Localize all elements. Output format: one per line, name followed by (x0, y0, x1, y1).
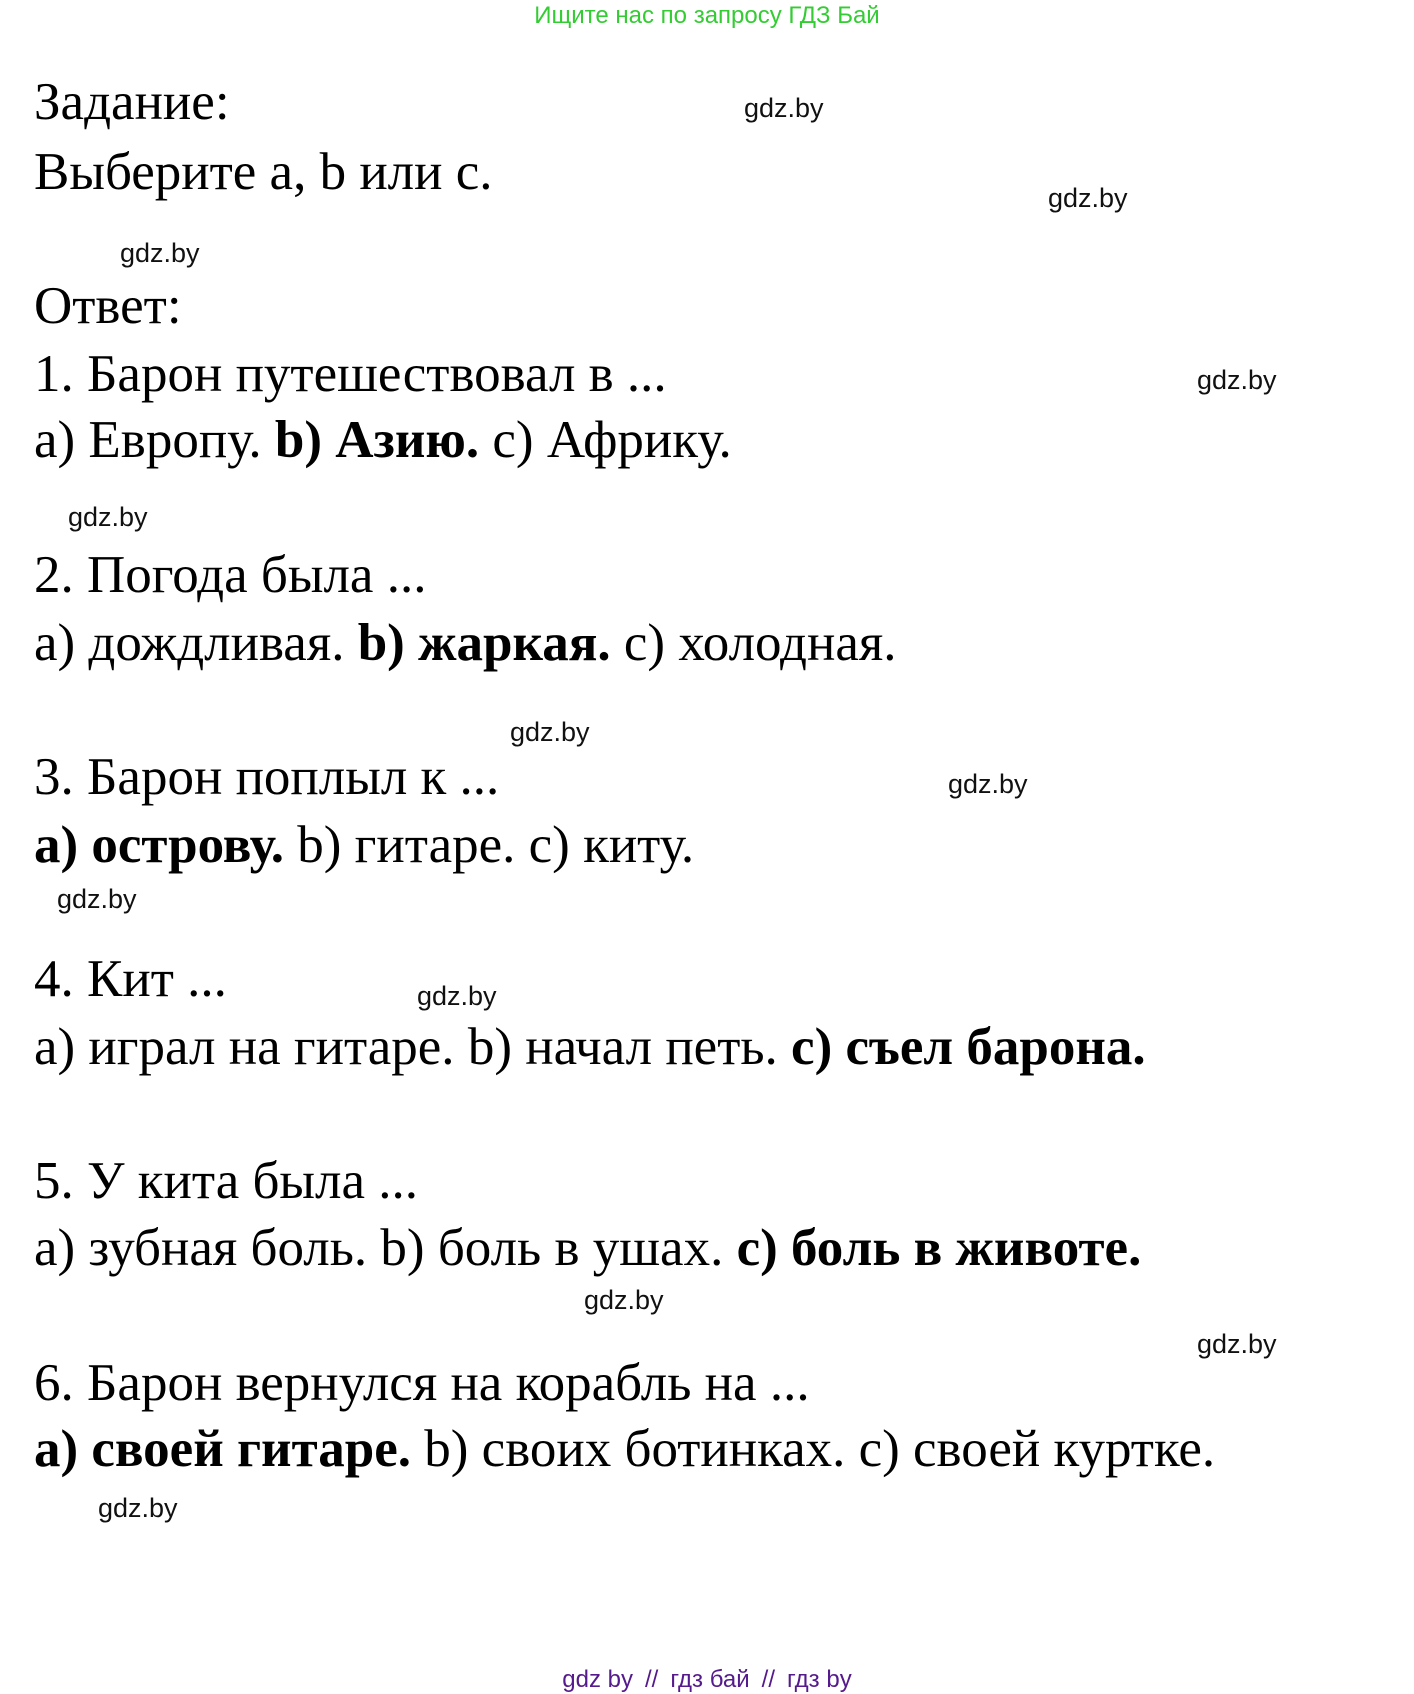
option-4a: a) играл на гитаре. (34, 1018, 468, 1076)
option-4b: b) начал петь. (467, 1018, 792, 1076)
watermark: gdz.by (417, 981, 497, 1011)
options-1 (34, 410, 732, 470)
option-1a: a) Европу. (34, 411, 275, 469)
options-2 (34, 613, 897, 673)
option-5a: a) зубная боль. (34, 1219, 381, 1277)
option-2a: a) дождливая. (34, 614, 358, 672)
option-2c: c) холодная. (623, 614, 897, 672)
options-5 (34, 1218, 1141, 1278)
option-1c: c) Африку. (492, 411, 732, 469)
option-1b-correct: b) Азию. (274, 411, 493, 469)
watermark: gdz.by (120, 238, 200, 268)
footer-link-gdz-bai[interactable]: гдз бай (670, 1666, 750, 1693)
option-4c-correct: c) съел барона. (791, 1018, 1146, 1076)
watermark: gdz.by (68, 502, 148, 532)
question-4: 4. Кит ... (34, 950, 227, 1008)
watermark: gdz.by (1197, 365, 1277, 395)
watermark: gdz.by (584, 1285, 664, 1315)
option-5b: b) боль в ушах. (380, 1219, 737, 1277)
options-3 (34, 815, 694, 875)
option-3c: c) киту. (528, 816, 695, 874)
question-5: 5. У кита была ... (34, 1152, 419, 1210)
option-6c: c) своей куртке. (858, 1420, 1216, 1478)
task-label: Задание: (34, 73, 230, 131)
watermark: gdz.by (98, 1493, 178, 1523)
watermark: gdz.by (1197, 1329, 1277, 1359)
option-2b-correct: b) жаркая. (357, 614, 624, 672)
option-3a-correct: a) острову. (34, 816, 298, 874)
option-6b: b) своих ботинках. (424, 1420, 859, 1478)
footer-separator: // (761, 1666, 775, 1693)
options-4 (34, 1017, 1146, 1077)
question-1: 1. Барон путешествовал в ... (34, 345, 667, 403)
footer-link-gdz-by-cyr[interactable]: гдз by (787, 1666, 852, 1693)
question-2: 2. Погода была ... (34, 546, 427, 604)
watermark: gdz.by (57, 884, 137, 914)
footer-link-gdz-by[interactable]: gdz by (562, 1666, 633, 1693)
search-banner: Ищите нас по запросу ГДЗ Бай (534, 2, 880, 29)
answer-label: Ответ: (34, 277, 182, 335)
watermark: gdz.by (510, 717, 590, 747)
question-6: 6. Барон вернулся на корабль на ... (34, 1354, 810, 1412)
watermark: gdz.by (744, 93, 824, 123)
question-3: 3. Барон поплыл к ... (34, 748, 500, 806)
option-3b: b) гитаре. (297, 816, 529, 874)
footer-separator: // (645, 1666, 659, 1693)
watermark: gdz.by (1048, 183, 1128, 213)
option-6a-correct: a) своей гитаре. (34, 1420, 425, 1478)
option-5c-correct: c) боль в животе. (736, 1219, 1142, 1277)
task-text: Выберите a, b или c. (34, 143, 493, 201)
options-6 (34, 1419, 1215, 1479)
watermark: gdz.by (948, 769, 1028, 799)
